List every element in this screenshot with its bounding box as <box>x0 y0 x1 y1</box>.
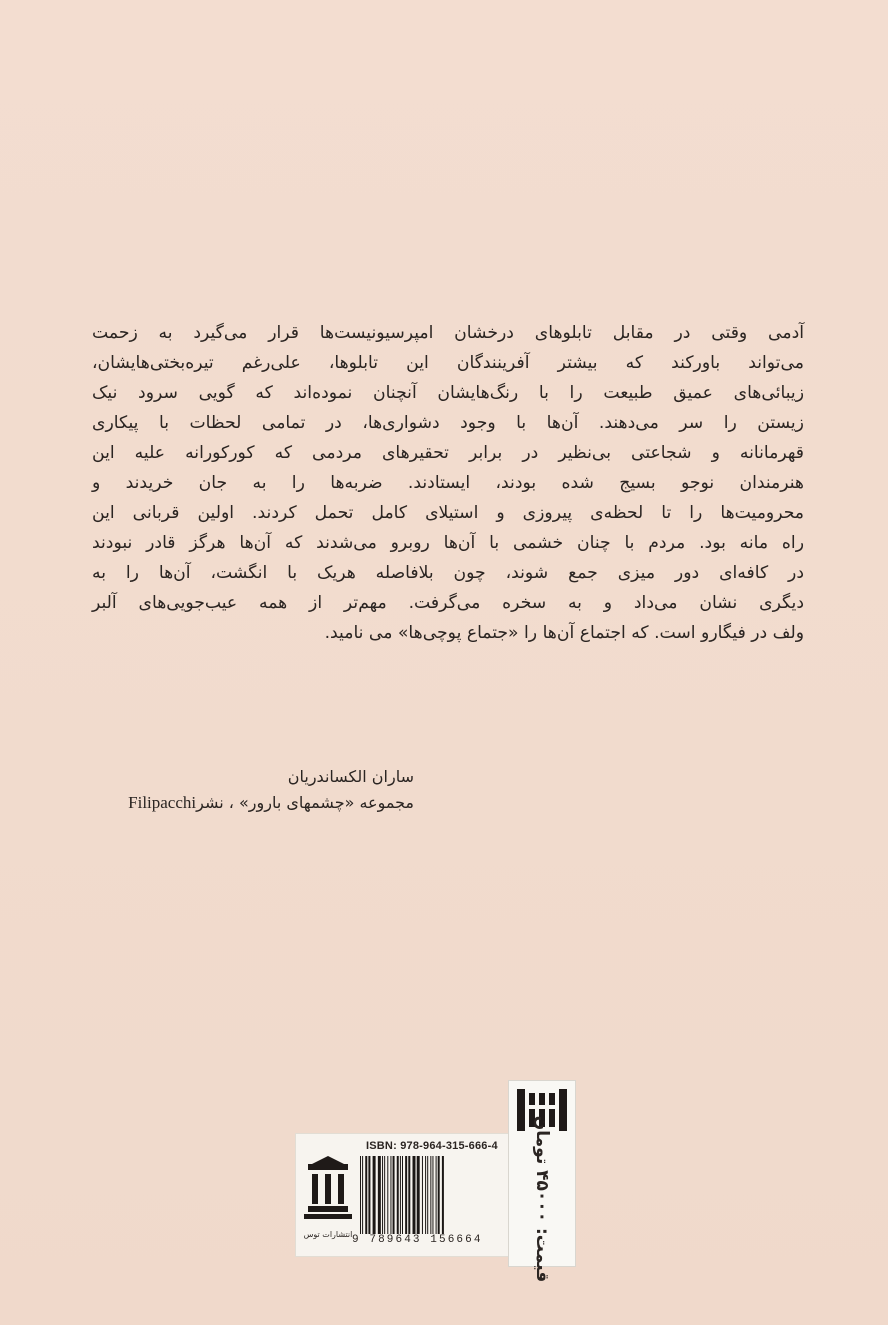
barcode-bar <box>432 1156 433 1234</box>
barcode-bar <box>438 1156 440 1234</box>
blurb-line: در کافه‌ای دور میزی جمع شوند، چون بلافاصله هریک با انگشت، آن‌ها را به <box>92 563 804 583</box>
barcode-bar <box>436 1156 437 1234</box>
barcode-bar <box>427 1156 428 1234</box>
barcode-digits: 9 789643 156664 <box>352 1234 483 1246</box>
barcode-bar <box>365 1156 367 1234</box>
blurb-line: ولف در فیگارو است. که اجتماع آن‌ها را «جتماع پوچی‌ها» می نامید. <box>324 623 804 643</box>
price-prefix: قیمت: <box>532 1227 552 1283</box>
barcode-bar <box>413 1156 416 1234</box>
source-prefix: مجموعه «چشمهای بارور» ، نشر <box>196 793 414 812</box>
barcode-bar <box>402 1156 403 1234</box>
barcode-bar <box>430 1156 431 1234</box>
isbn-text: ISBN: 978-964-315-666-4 <box>366 1140 498 1152</box>
temple-icon <box>304 1156 352 1236</box>
barcode-bar <box>397 1156 399 1234</box>
barcode-bar <box>382 1156 383 1234</box>
barcode-bar <box>442 1156 444 1234</box>
blurb-line: هنرمندان نوجو بسیج شده بودند، ایستادند. ضربه‌ها را به جان خریدند و <box>92 473 804 493</box>
price-label <box>531 1116 553 1282</box>
price-amount: ۴۵۰۰۰ <box>532 1170 552 1223</box>
barcode-bar <box>384 1156 385 1234</box>
source-line <box>128 790 414 816</box>
blurb-line: آدمی وقتی در مقابل تابلوهای درخشان امپرسیونیست‌ها قرار می‌گیرد به زحمت <box>92 323 804 343</box>
barcode-bars <box>358 1156 510 1234</box>
barcode-bar <box>378 1156 381 1234</box>
barcode-bar <box>422 1156 423 1234</box>
blurb-line: زیبائی‌های عمیق طبیعت را با رنگ‌هایشان آنچنان نموده‌اند که گویی سرود نیک <box>92 383 804 403</box>
blurb-line: محرومیت‌ها را تا لحظه‌ی پیروزی و استیلای کامل تحمل کردند. اولین قربانی این <box>92 503 804 523</box>
source-publisher: Filipacchi <box>128 793 197 812</box>
barcode-bar <box>360 1156 361 1234</box>
barcode-bar <box>373 1156 376 1234</box>
barcode-bar <box>368 1156 370 1234</box>
barcode-sticker <box>295 1133 519 1257</box>
barcode-bar <box>405 1156 407 1234</box>
blurb-paragraph <box>92 318 804 648</box>
author-name: ساران الکساندریان <box>287 767 414 786</box>
barcode-bar <box>425 1156 426 1234</box>
attribution <box>128 764 414 816</box>
barcode-bar <box>393 1156 395 1234</box>
barcode-bar <box>390 1156 391 1234</box>
price-currency: تومان <box>532 1115 552 1165</box>
blurb-line: دیگری نشان می‌داد و به سخره می‌گرفت. مهم‌تر از همه عیب‌جویی‌های آلبر <box>92 593 804 613</box>
barcode-bar <box>408 1156 410 1234</box>
blurb-line: می‌تواند باورکند که بیشتر آفرینندگان این تابلوها، علی‌رغم تیره‌بختی‌هایشان، <box>92 353 804 373</box>
barcode-bar <box>400 1156 401 1234</box>
blurb-line: راه مانه بود. مردم با چنان خشمی با آن‌ها روبرو می‌شدند که آن‌ها هرگز قادر نبودند <box>92 533 804 553</box>
barcode-bar <box>362 1156 363 1234</box>
barcode-bar <box>387 1156 388 1234</box>
blurb-line: زیستن را سر می‌دهند. آن‌ها با وجود دشواری‌ها، در تمامی لحظات با پیکاری <box>92 413 804 433</box>
barcode-bar <box>417 1156 420 1234</box>
price-sticker <box>508 1080 576 1283</box>
publisher-name: انتشارات توس <box>303 1230 353 1239</box>
blurb-line: قهرمانانه و شجاعتی بی‌نظیر در برابر تحقیرهای مردمی که کورکورانه علیه این <box>92 443 804 463</box>
